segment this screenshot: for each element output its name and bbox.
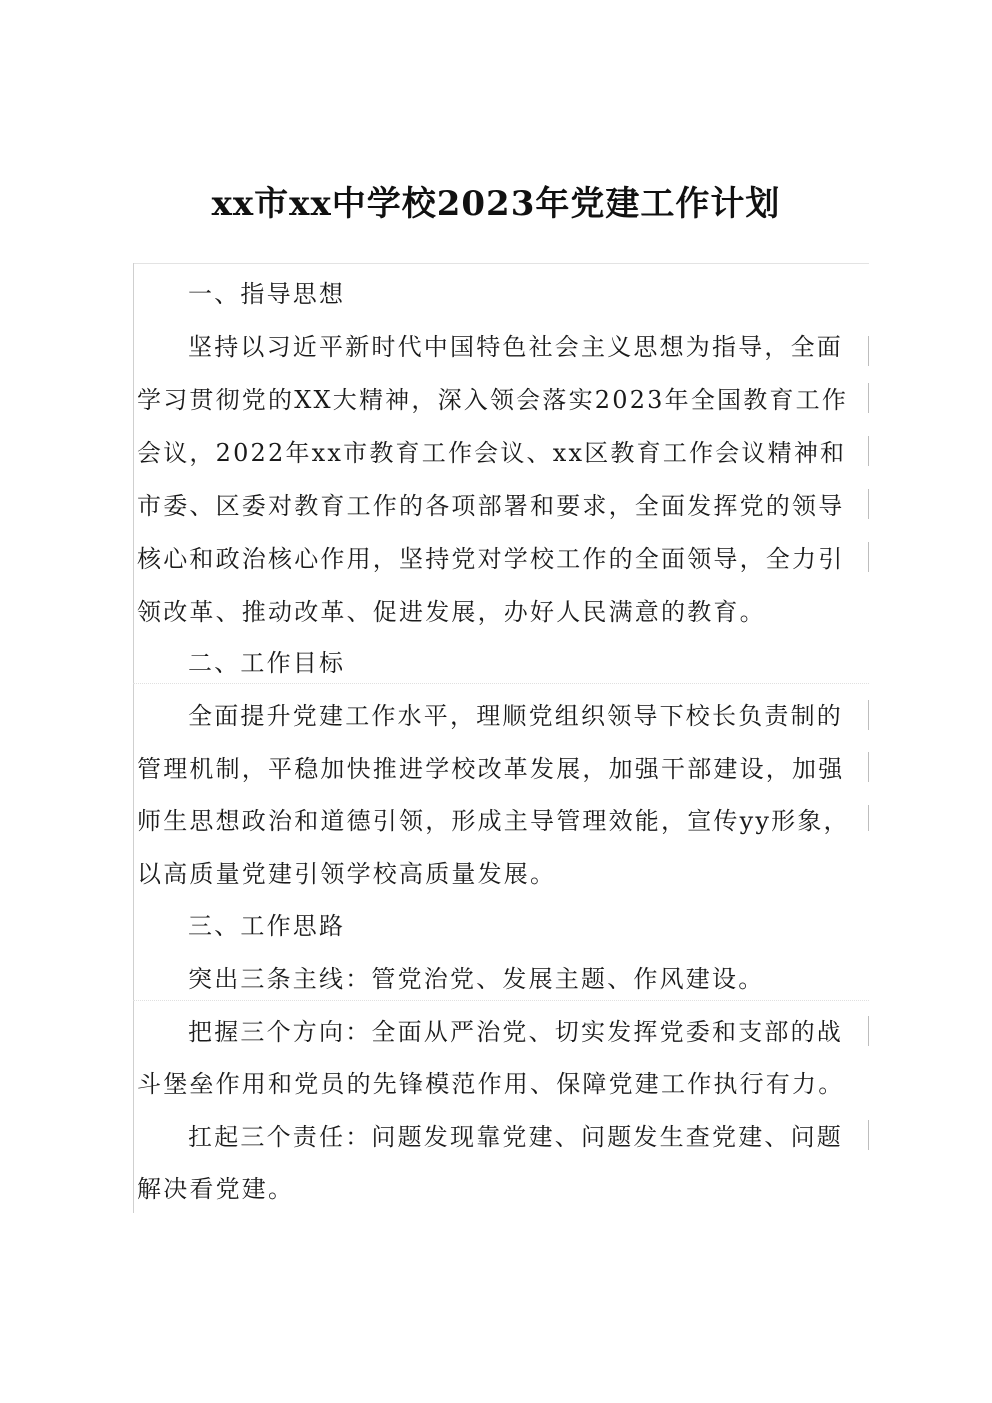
paragraph-line: 扛起三个责任：问题发现靠党建、问题发生查党建、问题 xyxy=(188,1123,843,1151)
section-heading: 二、工作目标 xyxy=(188,649,346,677)
paragraph-line: 师生思想政治和道德引领，形成主导管理效能，宣传yy形象， xyxy=(137,807,850,835)
paragraph-line: 把握三个方向：全面从严治党、切实发挥党委和支部的战 xyxy=(188,1018,843,1046)
paragraph-line: 市委、区委对教育工作的各项部署和要求，全面发挥党的领导 xyxy=(137,492,845,520)
paragraph-line: 学习贯彻党的XX大精神，深入领会落实2023年全国教育工作 xyxy=(137,386,849,414)
paragraph-line: 突出三条主线：管党治党、发展主题、作风建设。 xyxy=(188,965,765,993)
document-title: xx市xx中学校2023年党建工作计划 xyxy=(211,184,781,224)
paragraph-line: 以高质量党建引领学校高质量发展。 xyxy=(137,860,557,888)
paragraph-line: 坚持以习近平新时代中国特色社会主义思想为指导，全面 xyxy=(188,333,843,361)
paragraph-line: 领改革、推动改革、促进发展，办好人民满意的教育。 xyxy=(137,598,766,626)
section-heading: 三、工作思路 xyxy=(188,912,346,940)
paragraph-line: 斗堡垒作用和党员的先锋模范作用、保障党建工作执行有力。 xyxy=(137,1070,845,1098)
section-heading: 一、指导思想 xyxy=(188,280,346,308)
content-top-border xyxy=(133,263,869,264)
content-left-border xyxy=(133,263,134,1213)
paragraph-line: 解决看党建。 xyxy=(137,1175,295,1203)
paragraph-line: 核心和政治核心作用，坚持党对学校工作的全面领导，全力引 xyxy=(137,545,845,573)
paragraph-line: 会议，2022年xx市教育工作会议、xx区教育工作会议精神和 xyxy=(137,439,847,467)
paragraph-line: 管理机制，平稳加快推进学校改革发展，加强干部建设，加强 xyxy=(137,755,845,783)
paragraph-line: 全面提升党建工作水平，理顺党组织领导下校长负责制的 xyxy=(188,702,843,730)
